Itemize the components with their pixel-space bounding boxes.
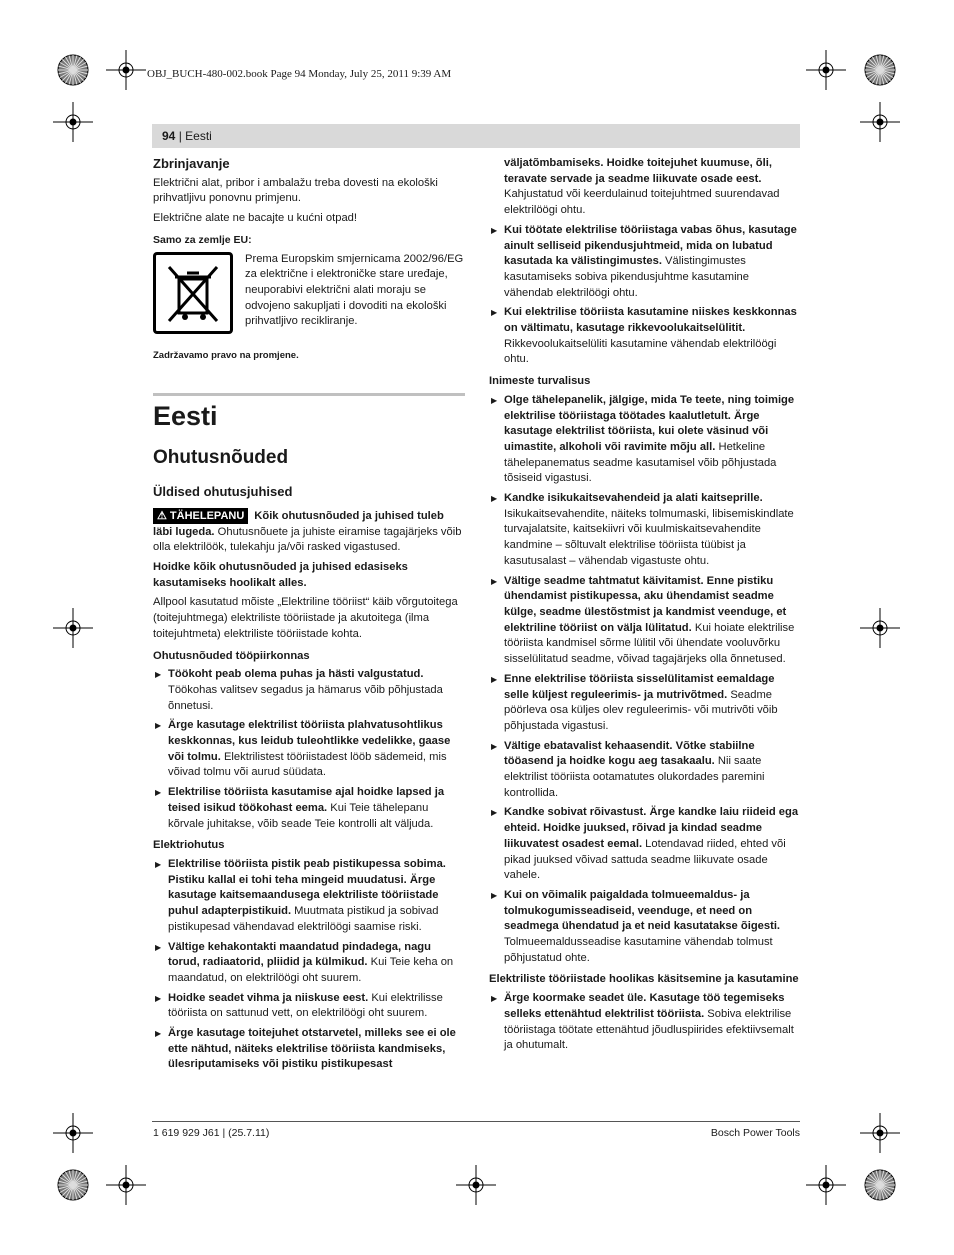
left-column [153, 156, 465, 1077]
bullet-item: ▶ Vältige ebatavalist kehaasendit. Võtke stabiilne tööasend ja hoidke kogu aeg tasakaalu. Nii saate elektrilist tööriista ootamatutes olukordades paremini kontrollida. [489, 739, 800, 802]
bullet-item: ▶ Kui elektrilise tööriista kasutamine niiskes keskkonnas on vältimatu, kasutage rikkevoolukaitselülitit. Rikkevoolukaitselüliti kasutamine vähendab elektrilöögi ohtu. [489, 305, 800, 368]
footer-brand: Bosch Power Tools [710, 1127, 800, 1139]
bullet-item: ▶ Elektrilise tööriista kasutamise ajal hoidke lapsed ja teised isikud töökohast eema. Kui Teie tähelepanu kõrvale juhitakse, võib seade Teie kontrolli alt väljuda. [153, 785, 465, 832]
personal-safety-title: Inimeste turvalisus [489, 375, 591, 388]
warning-text: Ohutusnõuete ja juhiste eiramise tagajärjeks võib olla elektrilöök, tulekahju ja/või rasked vigastused. [153, 525, 462, 554]
warning-badge: ⚠ TÄHELEPANU [153, 508, 248, 524]
bullet-item: ▶ Kui on võimalik paigaldada tolmueemaldus- ja tolmukogumisseadiseid, veenduge, et need on seadmega ühendatud ja et neid kasutatakse õigesti. Tolmueemaldusseadise kasutamine vähendab tolmust põhjustatud ohte. [489, 888, 800, 967]
warning-bold: Kõik ohutusnõuded ja juhised tuleb läbi lugeda. [153, 509, 444, 538]
rights-notice: Zadržavamo pravo na promjene. [153, 349, 299, 361]
right-column [489, 156, 800, 1058]
disposal-paragraph: Električni alat, pribor i ambalažu treba dovesti na ekološki prihvatljivu ponovnu primjenu. [153, 176, 438, 205]
disposal-title: Zbrinjavanje [153, 156, 230, 171]
personal-safety-list [489, 393, 800, 967]
electric-list-continued [489, 223, 800, 368]
safety-title: Ohutusnõuded [153, 447, 289, 469]
page-header-bar [152, 124, 800, 148]
bullet-item: ▶ Ärge kasutage elektrilist tööriista plahvatusohtlikus keskkonnas, kus leidub tuleohtlikke vedelikke, gaase või tolmu. Elektrilistest tööriistadest lööb sädemeid, mis võivad tolmu või aurud süüdata. [153, 718, 465, 781]
bullet-item: ▶ Kui töötate elektrilise tööriistaga vabas õhus, kasutage ainult selliseid pikendusjuhtmeid, mida on lubatud kasutada ka välistingimustes. Välistingimustes kasutamiseks sobiva pikendusjuhtme kasutamine vähendab elektrilöögi ohtu. [489, 223, 800, 302]
bullet-item: ▶ Vältige seadme tahtmatut käivitamist. Enne pistiku ühendamist pistikupessa, aku ühendamist seadme külge, seadme ülestõstmist ja kandmist veenduge, et elektriline tööriist on välja lülitatud. Kui hoiate elektrilise tööriista kandmisel sõrme lülitil või ühendate vooluvõrku sisselülitatud seadme, võivad tagajärjeks olla õnnetused. [489, 574, 800, 668]
eu-only-label: Samo za zemlje EU: [153, 233, 252, 246]
page-number: 94 [162, 129, 176, 143]
weee-bin-icon [153, 252, 233, 334]
work-area-list [153, 667, 465, 832]
bullet-item: ▶ Vältige kehakontakti maandatud pindadega, nagu torud, radiaatorid, pliidid ja külmikud. Kui Teie keha on maandatud, on elektrilöögi oht suurem. [153, 940, 465, 987]
continued-paragraph: väljatõmbamiseks. Hoidke toitejuhet kuumuse, õli, teravate servade ja seadme liikuvate osade eest. Kahjustatud või keerdulainud toitejuhtmed suurendavad elektrilöögi ohtu. [504, 157, 780, 217]
header-language: Eesti [185, 129, 212, 143]
eu-directive-text: Prema Europskim smjernicama 2002/96/EG za električne i elektroničke stare uređaje, neuporabivi električni alati moraju se odvojeno sakupljati i dovoditi na ekološki prihvatljivo recikliranje. [245, 252, 464, 328]
page-header [162, 129, 212, 143]
term-definition: Allpool kasutatud mõiste „Elektriline tööriist“ käib võrgutoitega (toitejuhtmega) elektriliste tööriistade ja akutoitega (ilma toitejuhtmeta) elektriliste tööriistade kohta. [153, 596, 458, 640]
bullet-item: ▶ Kandke isikukaitsevahendeid ja alati kaitseprille. Isikukaitsevahendite, näiteks tolmumaski, libisemiskindlate turvajalatsite, kaitsekiivri või kuulmiskaitsevahendite kandmine – sõltuvalt elektrilise tööriista tüübist ja kasutusalast – vähendab vigastuste ohtu. [489, 491, 800, 570]
bullet-item: ▶ Enne elektrilise tööriista sisselülitamist eemaldage selle küljest reguleerimis- ja mutrivõtmed. Seadme pöörleva osa küljes olev reguleerimis- või mutrivõti võib põhjustada vigastusi. [489, 672, 800, 735]
bullet-item: ▶ Töökoht peab olema puhas ja hästi valgustatud. Töökohas valitsev segadus ja hämarus võib põhjustada õnnetusi. [153, 667, 465, 714]
handling-list [489, 991, 800, 1054]
bullet-item: ▶ Olge tähelepanelik, jälgige, mida Te teete, ning toimige elektrilise tööriistaga töötades kaalutletult. Ärge kasutage elektrilist tööriista, kui olete väsinud või uimastite, alkoholi või ravimite mõju all. Hetkeline tähelepanematus seadme kasutamisel võib põhjustada tõsiseid vigastusi. [489, 393, 800, 487]
footer-code: 1 619 929 J61 | (25.7.11) [153, 1127, 270, 1139]
electric-list [153, 857, 465, 1073]
warning-paragraph [153, 508, 465, 556]
footer-rule [152, 1121, 800, 1122]
bullet-item: ▶ Elektrilise tööriista pistik peab pistikupessa sobima. Pistiku kallal ei tohi teha mingeid muudatusi. Ärge kasutage kaitsemaandusega elektriliste tööriistade puhul adapterpistikuid. Muutmata pistikud ja sobivad pistikupesad vähendavad elektrilöögi saamise riski. [153, 857, 465, 936]
general-safety-title: Üldised ohutusjuhised [153, 484, 293, 500]
bullet-item: ▶ Ärge koormake seadet üle. Kasutage töö tegemiseks selleks ettenähtud elektrilist tööriista. Sobiva elektrilise tööriistaga töötate ettenähtud jõudluspiirides efektiivsemalt ja ohutumalt. [489, 991, 800, 1054]
weee-block [153, 252, 465, 334]
disposal-paragraph: Električne alate ne bacajte u kućni otpad! [153, 212, 357, 225]
work-area-title: Ohutusnõuded tööpiirkonnas [153, 649, 310, 662]
bullet-item: ▶ Hoidke seadet vihma ja niiskuse eest. Kui elektrilisse tööriista on sattunud vett, on elektrilöögi oht suurem. [153, 991, 465, 1022]
header-separator: | [175, 129, 186, 143]
keep-instructions: Hoidke kõik ohutusnõuded ja juhised edasiseks kasutamiseks hoolikalt alles. [153, 561, 408, 589]
bullet-item: ▶ Ärge kasutage toitejuhet otstarvetel, milleks see ei ole ette nähtud, näiteks elektrilise tööriista kandmiseks, ülesriputamiseks või pistiku pistikupesast [153, 1026, 465, 1073]
bullet-item: ▶ Kandke sobivat rõivastust. Ärge kandke laiu riideid ega ehteid. Hoidke juuksed, rõivad ja kindad seadme liikuvatest osadest eemal. Lotendavad riided, ehted või pikad juuksed võivad sattuda seadme liikuvate osade vahele. [489, 805, 800, 884]
section-rule [153, 393, 465, 396]
electric-title: Elektriohutus [153, 839, 225, 852]
section-title: Eesti [153, 401, 218, 432]
print-info-line: OBJ_BUCH-480-002.book Page 94 Monday, July 25, 2011 9:39 AM [147, 68, 452, 80]
handling-title: Elektriliste tööriistade hoolikas käsitsemine ja kasutamine [489, 973, 799, 986]
